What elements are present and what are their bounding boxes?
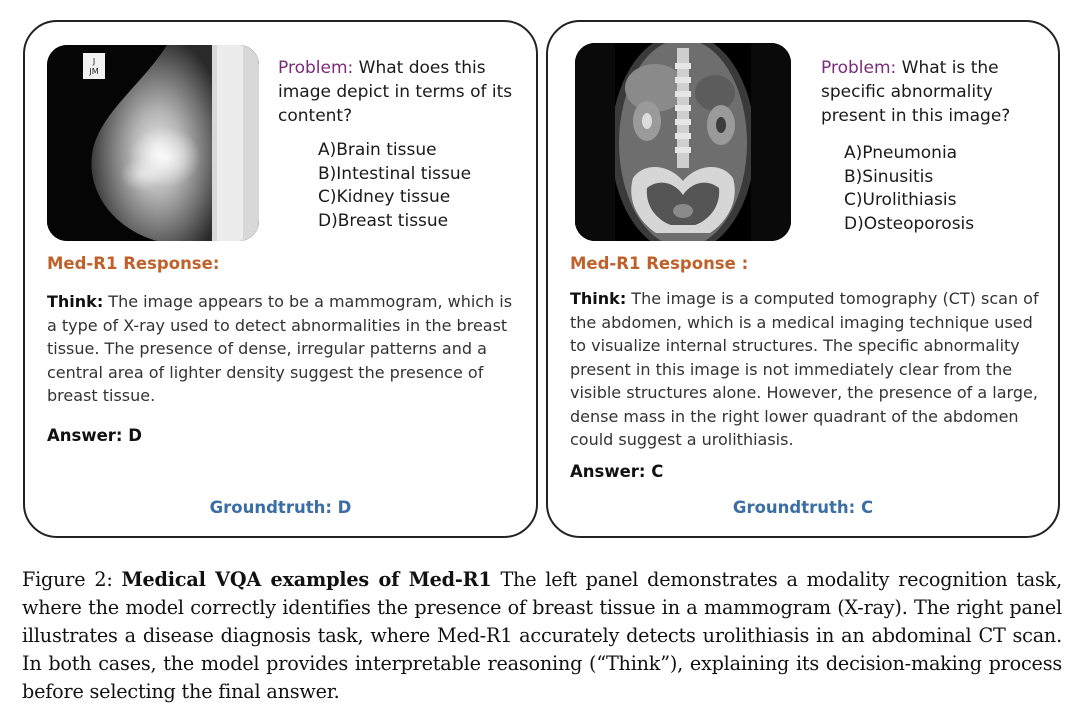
think-label: Think: [47, 292, 104, 311]
problem-label: Problem: [278, 58, 354, 78]
groundtruth-label: Groundtruth: D [209, 498, 352, 517]
svg-text:JM: JM [89, 67, 99, 76]
option-b: B)Intestinal tissue [318, 163, 472, 184]
think-text [47, 290, 522, 408]
problem-label: Problem: [821, 58, 897, 78]
option-a: A)Brain tissue [318, 140, 437, 160]
answer-options [844, 142, 974, 236]
option-c: C)Urolithiasis [844, 190, 957, 210]
option-d: D)Breast tissue [318, 210, 449, 231]
caption-text: The left panel demonstrates a modality recognition task, where the model correctly identifies the presence of breast tissue in a mammogram (X-ray). The right panel illustrates a disease diagnosis task, where Med-R1 accurately detects urolithiasis in an abdominal CT scan. In both cases, the model provides interpretable reasoning (“Think”), explaining its decision-making process before selecting the final answer. [22, 568, 1062, 703]
option-c: C)Kidney tissue [318, 187, 451, 207]
think-label: Think: [570, 289, 627, 308]
problem-question: What does this image depict in terms of its content? [278, 58, 513, 126]
caption-prefix: Figure 2: [22, 568, 122, 591]
think-body: The image appears to be a mammogram, which is a type of X-ray used to detect abnormalities in the breast tissue. The presence of dense, irregular patterns and a central area of lighter density suggest the presence of breast tissue. [47, 292, 513, 405]
groundtruth-label: Groundtruth: C [732, 498, 874, 517]
problem-question: What is the specific abnormality present in this image? [821, 58, 1011, 126]
left-example-panel [23, 20, 538, 538]
option-d: D)Osteoporosis [844, 213, 975, 234]
think-text [570, 287, 1045, 452]
answer-options [318, 139, 471, 233]
ct-scan-image [575, 43, 791, 241]
option-b: B)Sinusitis [844, 166, 934, 187]
model-answer: Answer: D [47, 426, 142, 445]
mammogram-image [47, 45, 259, 241]
figure-caption [22, 566, 1062, 706]
response-title: Med-R1 Response : [570, 254, 749, 273]
caption-title: Medical VQA examples of Med-R1 [121, 568, 492, 591]
right-example-panel [546, 20, 1060, 538]
response-title: Med-R1 Response: [47, 254, 220, 273]
problem-text [821, 56, 1051, 128]
option-a: A)Pneumonia [844, 143, 958, 163]
model-answer: Answer: C [570, 462, 664, 481]
think-body: The image is a computed tomography (CT) scan of the abdomen, which is a medical imaging technique used to visualize internal structures. The specific abnormality present in this image is not immediately clear from the visible structures alone. However, the presence of a large, dense mass in the right lower quadrant of the abdomen could suggest a urolithiasis. [570, 289, 1039, 449]
problem-text [278, 56, 518, 128]
svg-text:J: J [92, 57, 96, 66]
